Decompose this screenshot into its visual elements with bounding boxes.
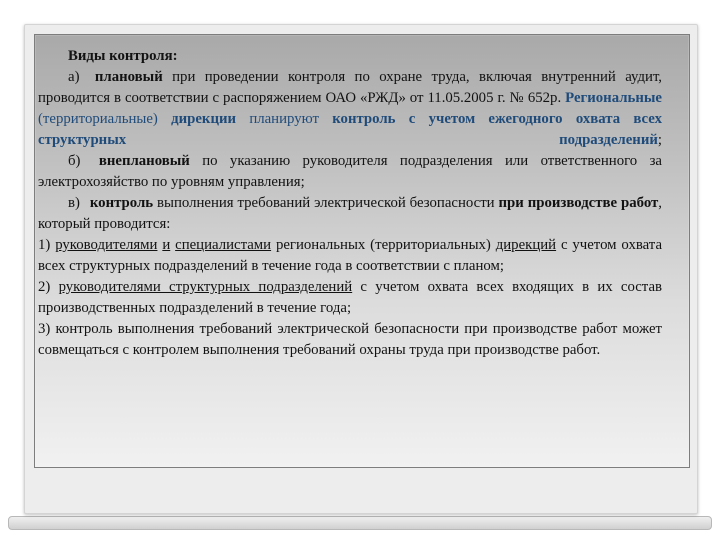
item-v-text-2: , который проводится: bbox=[38, 195, 662, 232]
item-a-end: ; bbox=[657, 132, 662, 148]
point-1-marker: 1) bbox=[38, 237, 51, 253]
point-3-text: контроль выполнения требований электрической безопасности при производстве работ может совмещаться с контролем выполнения требований охраны труда при производстве работ. bbox=[38, 321, 663, 358]
point-2-text: с учетом охвата всех входящих в их состав производственных подразделений в течение года; bbox=[38, 279, 662, 316]
bottom-rail bbox=[8, 516, 712, 530]
item-a-bold: плановый bbox=[94, 69, 163, 85]
point-1-text: региональных (территориальных) bbox=[271, 237, 496, 253]
item-a-blue-bold-3: контроль с учетом ежегодного охвата всех структурных подразделений bbox=[38, 111, 662, 148]
point-1-u3: дирекций bbox=[495, 237, 557, 253]
point-2-marker: 2) bbox=[38, 279, 51, 295]
item-b-bold: внеплановый bbox=[98, 153, 190, 169]
item-a-blue-text-2: планируют bbox=[236, 111, 319, 127]
heading: Виды контроля: bbox=[68, 48, 178, 64]
item-v-marker: в) bbox=[68, 195, 80, 211]
item-v bbox=[38, 193, 662, 235]
point-1-text-2: с учетом охвата всех структурных подразделений в течение года в соответствии с планом; bbox=[38, 237, 663, 274]
point-1-u2: специалистами bbox=[175, 237, 272, 253]
point-1 bbox=[38, 235, 662, 277]
text-block bbox=[38, 46, 662, 361]
item-a-blue-text: (территориальные) bbox=[38, 111, 172, 127]
item-a-blue-bold-1: Региональные bbox=[565, 90, 662, 106]
point-2 bbox=[38, 277, 662, 319]
item-a bbox=[38, 67, 662, 151]
point-1-i: и bbox=[162, 237, 171, 253]
point-1-u1: руководителями bbox=[55, 237, 158, 253]
item-a-text: при проведении контроля по охране труда, включая внутренний аудит, проводится в соответствии с распоряжением ОАО «РЖД» от 11.05.2005 г. № 652р. bbox=[38, 69, 662, 106]
item-b-marker: б) bbox=[68, 153, 81, 169]
point-2-u1: руководителями структурных подразделений bbox=[58, 279, 353, 295]
item-a-blue-bold-2: дирекции bbox=[171, 111, 237, 127]
item-v-bold: контроль bbox=[89, 195, 154, 211]
item-v-bold-2: при производстве работ bbox=[498, 195, 659, 211]
point-3 bbox=[38, 319, 662, 361]
item-a-marker: а) bbox=[68, 69, 80, 85]
item-v-text: выполнения требований электрической безопасности bbox=[153, 195, 499, 211]
point-3-marker: 3) bbox=[38, 321, 51, 337]
item-b-text: по указанию руководителя подразделения или ответственного за электрохозяйство по уровням управления; bbox=[38, 153, 663, 190]
item-b bbox=[38, 151, 662, 193]
